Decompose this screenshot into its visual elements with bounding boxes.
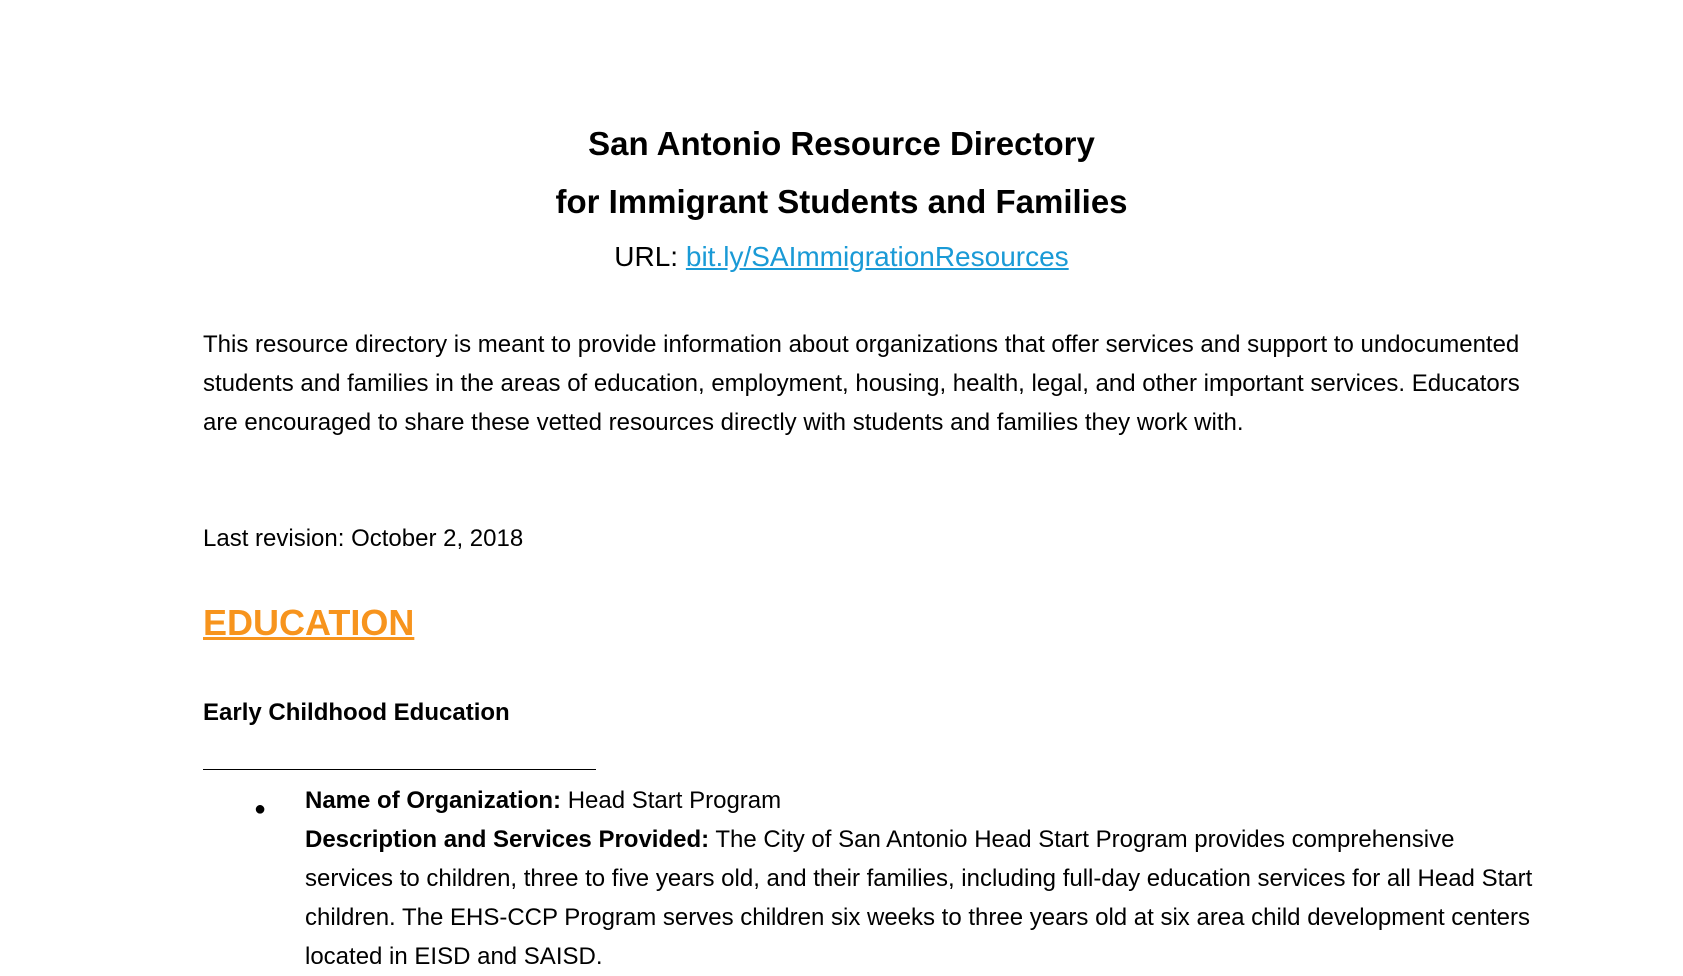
bullet-icon: ● — [254, 798, 267, 820]
organization-name-value: Head Start Program — [567, 787, 782, 814]
horizontal-rule — [203, 769, 596, 770]
document-title-line-1: San Antonio Resource Directory — [588, 125, 1095, 162]
section-heading-education: EDUCATION — [203, 602, 415, 643]
subsection-title-early-childhood: Early Childhood Education — [203, 699, 510, 726]
intro-paragraph: This resource directory is meant to provide information about organizations that offer services and support to undocumented students and families in the areas of education, employment, housing, health, legal, and other important services. Educators are encouraged to share these vetted resources directly with students and families they work with. — [203, 331, 1520, 436]
directory-url-link[interactable]: bit.ly/SAImmigrationResources — [685, 241, 1069, 272]
url-label: URL: — [614, 241, 679, 272]
last-revision-text: Last revision: October 2, 2018 — [203, 525, 524, 552]
description-row — [305, 820, 1545, 976]
document-title-line-2: for Immigrant Students and Families — [555, 183, 1128, 220]
description-value: The City of San Antonio Head Start Program provides comprehensive services to children, three to five years old, and their families, including full-day education services for all Head Start children. The EHS-CCP Program serves children six weeks to three years old at six area child development centers located in EISD and SAISD. — [305, 826, 1533, 970]
url-line — [0, 240, 1683, 274]
list-item — [305, 781, 1545, 976]
description-label: Description and Services Provided: — [305, 826, 710, 853]
organization-name-label: Name of Organization: — [305, 787, 562, 814]
organization-name-row — [305, 781, 1545, 820]
